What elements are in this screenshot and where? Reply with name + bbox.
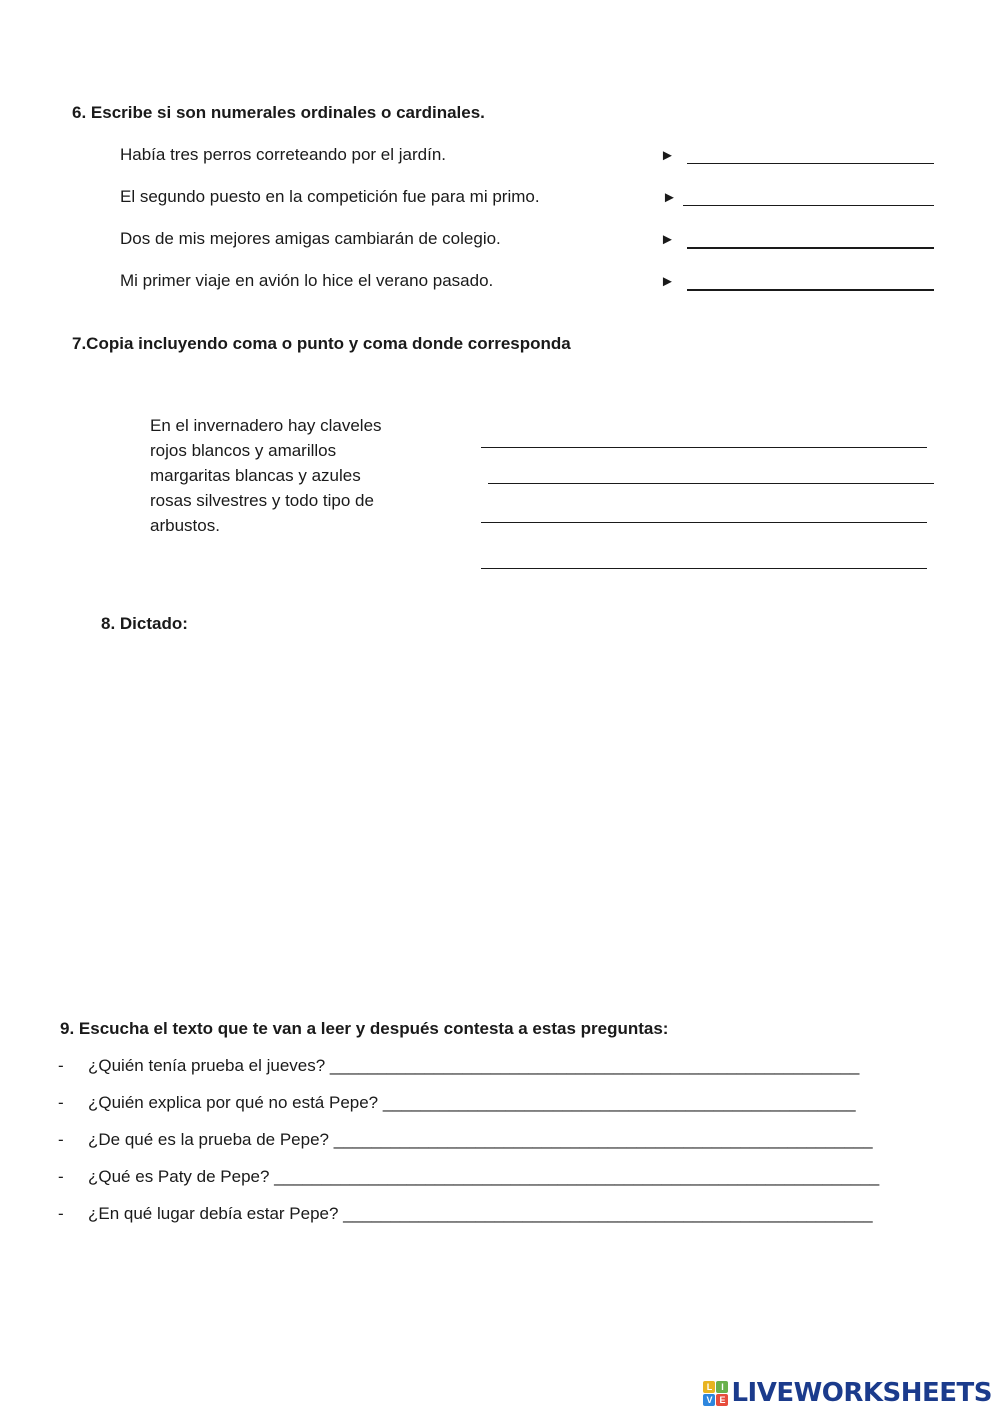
bullet-dash: - <box>58 1056 64 1075</box>
copy-line-1[interactable] <box>481 447 927 448</box>
question-text: ¿Quién tenía prueba el jueves? ________________________________________________________ <box>88 1056 860 1075</box>
question-row[interactable] <box>58 1056 898 1080</box>
logo-mark-letter: L <box>703 1381 715 1393</box>
logo-mark-letter: V <box>703 1394 715 1406</box>
logo-mark-letter: I <box>716 1381 728 1393</box>
sentence-3: Dos de mis mejores amigas cambiarán de colegio. <box>120 229 501 248</box>
question-row[interactable] <box>58 1130 898 1154</box>
arrow-right-icon: ► <box>662 189 677 206</box>
paragraph-line: En el invernadero hay claveles <box>150 416 382 435</box>
section-9-heading: 9. Escucha el texto que te van a leer y después contesta a estas preguntas: <box>60 1019 669 1038</box>
sentence-2: El segundo puesto en la competición fue para mi primo. <box>120 187 540 206</box>
arrow-right-icon: ► <box>660 147 675 164</box>
answer-line-4[interactable] <box>687 289 934 291</box>
section-7-heading: 7.Copia incluyendo coma o punto y coma donde corresponda <box>72 334 571 353</box>
question-text: ¿En qué lugar debía estar Pepe? ________________________________________________________ <box>88 1204 873 1223</box>
question-text: ¿Quién explica por qué no está Pepe? __________________________________________________ <box>88 1093 856 1112</box>
bullet-dash: - <box>58 1204 64 1223</box>
question-row[interactable] <box>58 1204 898 1228</box>
answer-line-1[interactable] <box>687 163 934 164</box>
sentence-1: Había tres perros correteando por el jardín. <box>120 145 447 164</box>
copy-line-2[interactable] <box>488 483 934 484</box>
logo-text: LIVEWORKSHEETS <box>731 1378 992 1408</box>
section-8-heading: 8. Dictado: <box>101 614 188 633</box>
bullet-dash: - <box>58 1167 64 1186</box>
question-row[interactable] <box>58 1093 898 1117</box>
bullet-dash: - <box>58 1130 64 1149</box>
copy-line-3[interactable] <box>481 522 927 523</box>
logo-mark-icon <box>703 1381 728 1406</box>
question-text: ¿De qué es la prueba de Pepe? _________________________________________________________ <box>88 1130 873 1149</box>
paragraph-line: margaritas blancas y azules <box>150 466 361 485</box>
copy-paragraph <box>150 413 420 538</box>
question-row[interactable] <box>58 1167 898 1191</box>
arrow-right-icon: ► <box>660 273 675 290</box>
paragraph-line: rojos blancos y amarillos <box>150 441 337 460</box>
answer-line-3[interactable] <box>687 247 934 249</box>
arrow-right-icon: ► <box>660 231 675 248</box>
copy-line-4[interactable] <box>481 568 927 569</box>
bullet-dash: - <box>58 1093 64 1112</box>
sentence-4: Mi primer viaje en avión lo hice el verano pasado. <box>120 271 494 290</box>
section-6-heading: 6. Escribe si son numerales ordinales o cardinales. <box>72 103 485 122</box>
question-text: ¿Qué es Paty de Pepe? ________________________________________________________________ <box>88 1167 880 1186</box>
liveworksheets-logo[interactable] <box>703 1377 992 1409</box>
logo-mark-letter: E <box>716 1394 728 1406</box>
answer-line-2[interactable] <box>683 205 934 206</box>
paragraph-line: rosas silvestres y todo tipo de <box>150 491 374 510</box>
paragraph-line: arbustos. <box>150 516 220 535</box>
